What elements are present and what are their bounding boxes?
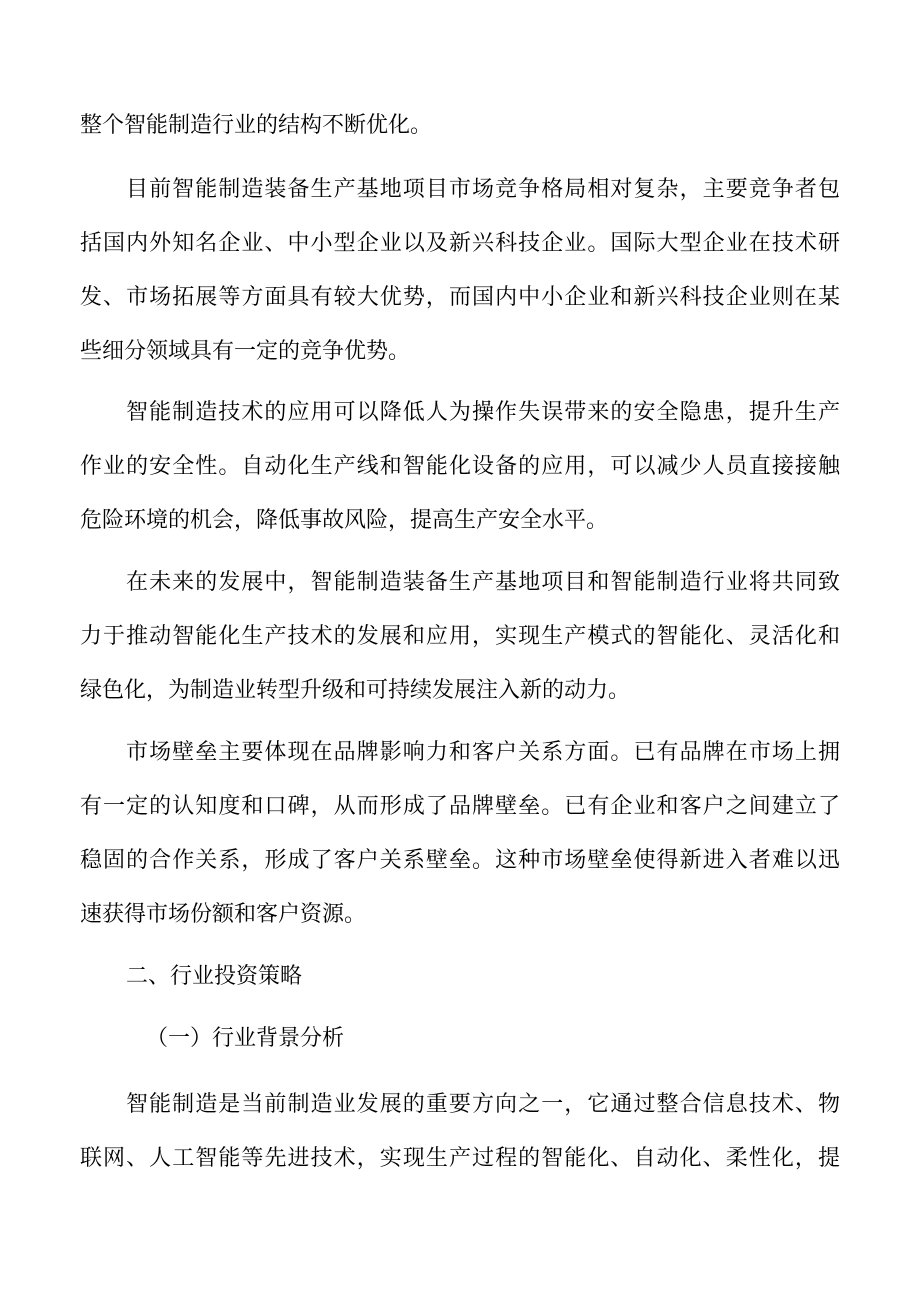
paragraph-line: 整个智能制造行业的结构不断优化。: [80, 113, 433, 138]
paragraph-line: 速获得市场份额和客户资源。: [80, 902, 367, 927]
paragraph-line: 括国内外知名企业、中小型企业以及新兴科技企业。国际大型企业在技术研: [80, 231, 840, 256]
paragraph-line: 在未来的发展中，智能制造装备生产基地项目和智能制造行业将共同致: [126, 570, 840, 595]
paragraph-line: 智能制造技术的应用可以降低人为操作失误带来的安全隐患，提升生产: [126, 400, 840, 425]
paragraph-line: 绿色化，为制造业转型升级和可持续发展注入新的动力。: [80, 678, 631, 703]
paragraph-line: 有一定的认知度和口碑，从而形成了品牌壁垒。已有企业和客户之间建立了: [80, 794, 840, 819]
paragraph-line: 些细分领域具有一定的竞争优势。: [80, 339, 411, 364]
paragraph-line: 力于推动智能化生产技术的发展和应用，实现生产模式的智能化、灵活化和: [80, 624, 840, 649]
paragraph-line: 智能制造是当前制造业发展的重要方向之一，它通过整合信息技术、物: [126, 1092, 840, 1117]
paragraph-line: 市场壁垒主要体现在品牌影响力和客户关系方面。已有品牌在市场上拥: [126, 740, 840, 765]
subsection-heading: （一）行业背景分析: [146, 1026, 345, 1051]
paragraph-line: 发、市场拓展等方面具有较大优势，而国内中小企业和新兴科技企业则在某: [80, 285, 840, 310]
paragraph-line: 稳固的合作关系，形成了客户关系壁垒。这种市场壁垒使得新进入者难以迅: [80, 848, 840, 873]
paragraph-line: 作业的安全性。自动化生产线和智能化设备的应用，可以减少人员直接接触: [80, 454, 840, 479]
paragraph-line: 联网、人工智能等先进技术，实现生产过程的智能化、自动化、柔性化，提: [80, 1146, 840, 1171]
paragraph-line: 危险环境的机会，降低事故风险，提高生产安全水平。: [80, 508, 609, 533]
section-heading: 二、行业投资策略: [126, 964, 303, 989]
paragraph-line: 目前智能制造装备生产基地项目市场竞争格局相对复杂，主要竞争者包: [126, 177, 840, 202]
